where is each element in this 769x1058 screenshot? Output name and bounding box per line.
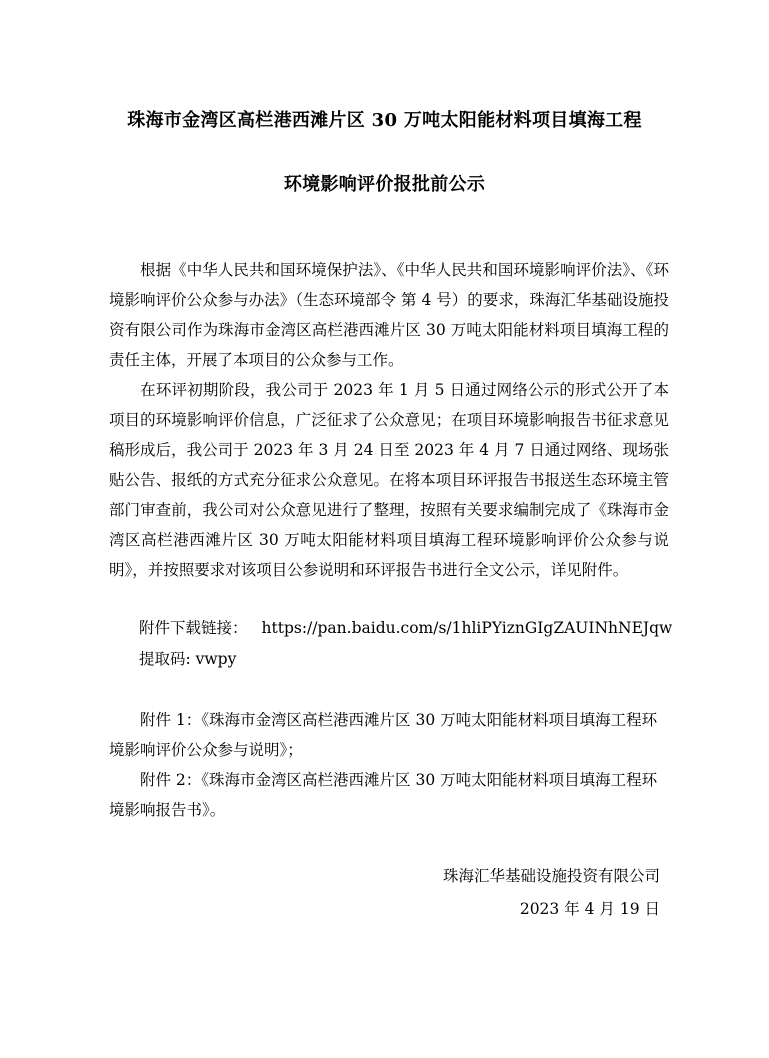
extract-code: 提取码: vwpy xyxy=(139,650,237,668)
download-link[interactable]: https://pan.baidu.com/s/1hliPYiznGIgZAUINhNEJqw xyxy=(261,619,673,637)
download-link-line xyxy=(139,613,672,643)
document-title-line2: 环境影响评价报批前公示 xyxy=(283,174,486,195)
paragraph-text: 根据《中华人民共和国环境保护法》、《中华人民共和国环境影响评价法》、《环境影响评价公众参与办法》（生态环境部令 第 4 号）的要求，珠海汇华基础设施投资有限公司作为珠海市金湾区高栏港西滩片区 30 万吨太阳能材料项目填海工程的责任主体，开展了本项目的公众参与工作。 xyxy=(109,261,669,369)
attachment-text: 附件 2：《珠海市金湾区高栏港西滩片区 30 万吨太阳能材料项目填海工程环境影响报告书》。 xyxy=(109,771,658,819)
signature-date: 2023 年 4 月 19 日 xyxy=(519,900,660,918)
paragraph-process xyxy=(109,375,669,585)
attachment-item xyxy=(109,705,669,765)
attachment-text: 附件 1：《珠海市金湾区高栏港西滩片区 30 万吨太阳能材料项目填海工程环境影响评价公众参与说明》； xyxy=(109,711,658,759)
paragraph-legal-basis xyxy=(109,255,669,375)
document-title-line1: 珠海市金湾区高栏港西滩片区 30 万吨太阳能材料项目填海工程 xyxy=(127,110,642,131)
signature-company: 珠海汇华基础设施投资有限公司 xyxy=(442,867,660,885)
paragraph-text: 在环评初期阶段，我公司于 2023 年 1 月 5 日通过网络公示的形式公开了本项目的环境影响评价信息，广泛征求了公众意见；在项目环境影响报告书征求意见稿形成后，我公司于 2023 年 3 月 24 日至 2023 年 4 月 7 日通过网络、现场张贴公告、报纸的方式充分征求公众意见。在将本项目环评报告书报送生态环境主管部门审查前，我公司对公众意见进行了整理，按照有关要求编制完成了《珠海市金湾区高栏港西滩片区 30 万吨太阳能材料项目填海工程环境影响评价公众参与说明》，并按照要求对该项目公参说明和环评报告书进行全文公示，详见附件。 xyxy=(109,381,669,579)
attachment-item xyxy=(109,765,669,825)
download-label: 附件下载链接： xyxy=(139,619,248,637)
